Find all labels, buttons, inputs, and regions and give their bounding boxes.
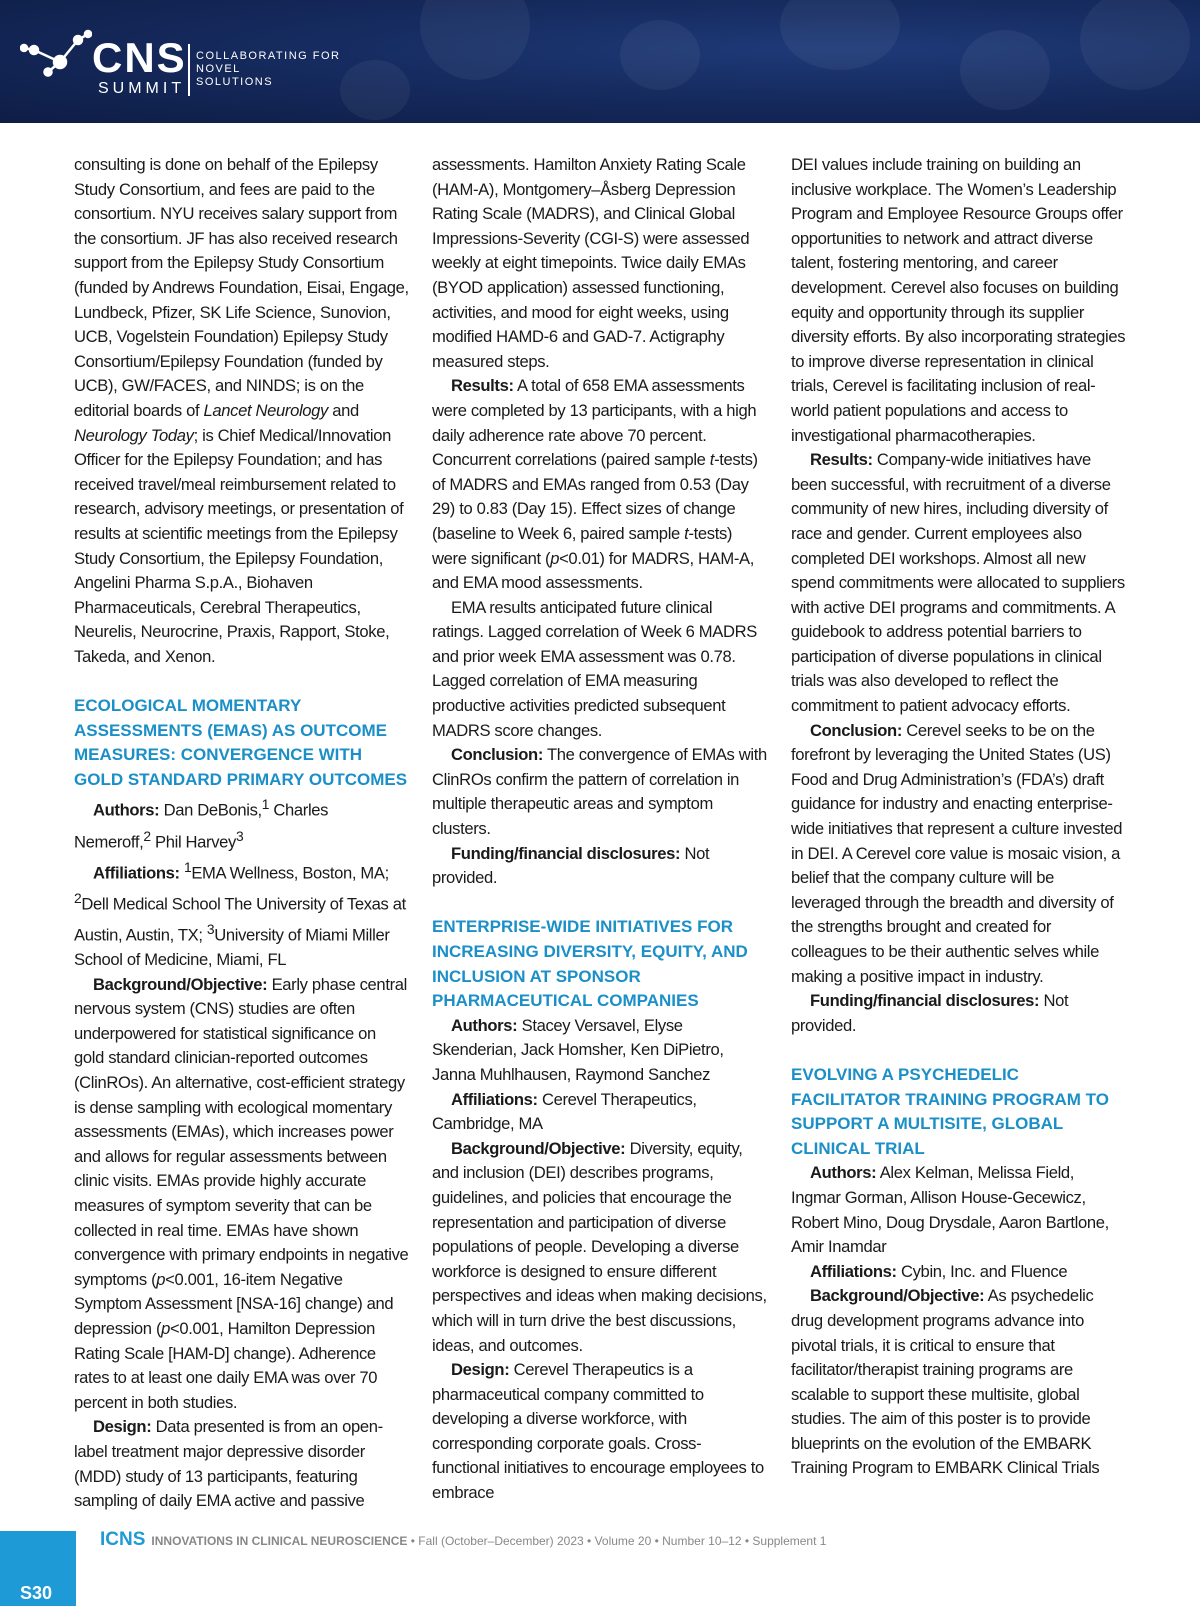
design: Design: Data presented is from an open-label treatment major depressive disorder (MDD) study of 13 participants, featuring sampling of daily EMA active and passive: [74, 1417, 383, 1511]
funding: Funding/financial disclosures: Not provided.: [432, 843, 710, 888]
logo-divider: [188, 44, 190, 96]
banner-bubble: [1080, 0, 1190, 90]
banner-bubble: [960, 30, 1050, 110]
results: Results: Company-wide initiatives have been successful, with recruitment of a diverse community of new hires, including diversity of race and gender. Current employees also completed DEI workshops. Almost all new spend commitments were allocated to suppliers with active DEI programs and commitments. A guidebook to address potential barriers to participation of diverse populations in clinical trials was also developed to reflect the commitment to patient advocacy efforts.: [791, 450, 1125, 716]
conclusion: Conclusion: The convergence of EMAs with ClinROs confirm the pattern of correlation in multiple therapeutic areas and symptom clusters.: [432, 745, 767, 839]
molecule-logo-icon: [20, 28, 92, 78]
banner-bubble: [780, 0, 900, 70]
methods-paragraph: assessments. Hamilton Anxiety Rating Scale (HAM-A), Montgomery–Åsberg Depression Rating Scale (MADRS), and Clinical Global Impressions-Severity (CGI-S) were assessed weekly at eight timepoints. Twice daily EMAs (BYOD application) assessed functioning, activities, and mood for eight weeks, using modified HAMD-6 and GAD-7. Actigraphy measured steps.: [432, 155, 750, 371]
column-2: [432, 153, 767, 1506]
disclosure-paragraph: consulting is done on behalf of the Epilepsy Study Consortium, and fees are paid to the consortium. NYU receives salary support from the consortium. JF has also received research support from the Epilepsy Study Consortium (funded by Andrews Foundation, Eisai, Engage, Lundbeck, Pfizer, SK Life Science, Sunovion, UCB, Vogelstein Foundation) Epilepsy Study Consortium/Epilepsy Foundation (funded by UCB), GW/FACES, and NINDS; is on the editorial boards of Lancet Neurology and Neurology Today; is Chief Medical/Innovation Officer for the Epilepsy Foundation; and has received travel/meal reimbursement related to research, advisory meetings, or presentation of results at scientific meetings from the Epilepsy Study Consortium, the Epilepsy Foundation, Angelini Pharma S.p.A., Biohaven Pharmaceuticals, Cerebral Therapeutics, Neurelis, Neurocrine, Praxis, Rapport, Stoke, Takeda, and Xenon.: [74, 155, 409, 666]
authors: Authors: Stacey Versavel, Elyse Skenderian, Jack Homsher, Ken DiPietro, Janna Muhlhausen, Raymond Sanchez: [432, 1015, 724, 1084]
journal-issue: • Fall (October–December) 2023 • Volume 20 • Number 10–12 • Supplement 1: [407, 1534, 827, 1548]
affiliations: Affiliations: Cybin, Inc. and Fluence: [810, 1261, 1068, 1281]
affiliations: Affiliations: $^1$EMA Wellness, Boston, MA; $^2$Dell Medical School The University of Texas at Austin, Austin, TX; $^3$University of Miami Miller School of Medicine, Miami, FL: [74, 858, 406, 970]
banner-bubble: [420, 0, 530, 80]
logo-subtitle: SUMMIT: [98, 80, 186, 97]
background-objective: Background/Objective: Diversity, equity, and inclusion (DEI) describes programs, guidelines, and policies that encourage the representation and participation of diverse populations of people. Developing a diverse workforce is designed to ensure different perspectives and ideas when making decisions, which will in turn drive the best discussions, ideas, and outcomes.: [432, 1138, 767, 1355]
header-banner: [0, 0, 1200, 123]
banner-bubble: [620, 20, 700, 90]
journal-footer: [100, 1530, 826, 1551]
banner-bubble: [340, 60, 410, 120]
funding: Funding/financial disclosures: Not provided.: [791, 991, 1069, 1035]
column-3: [791, 153, 1126, 1481]
article-heading: ECOLOGICAL MOMENTARY ASSESSMENTS (EMAS) AS OUTCOME MEASURES: CONVERGENCE WITH GOLD STANDARD PRIMARY OUTCOMES: [74, 696, 408, 789]
logo-wordmark: CNS: [92, 34, 187, 81]
column-1: [74, 153, 409, 1514]
tagline-line: SOLUTIONS: [196, 76, 274, 88]
design-continued: DEI values include training on building an inclusive workplace. The Women’s Leadership Program and Employee Resource Groups offer opportunities to network and attract diverse talent, fostering mentoring, and career development. Cerevel also focuses on building equity and opportunity through its supplier diversity efforts. By also incorporating strategies to improve diverse representation in clinical trials, Cerevel is facilitating inclusion of real-world patient populations and access to investigational pharmacotherapies.: [791, 155, 1126, 445]
results-paragraph: EMA results anticipated future clinical ratings. Lagged correlation of Week 6 MADRS and prior week EMA assessment was 0.78. Lagged correlation of EMA measuring productive activities predicted subsequent MADRS score changes.: [432, 597, 757, 740]
journal-brand: ICNS: [100, 1529, 146, 1550]
authors: Authors: Dan DeBonis,$^1$ Charles Nemeroff,$^2$ Phil Harvey$^3$: [74, 796, 329, 852]
page-number: S30: [20, 1583, 53, 1603]
design: Design: Cerevel Therapeutics is a pharmaceutical company committed to developing a diverse workforce, with corresponding corporate goals. Cross-functional initiatives to encourage employees to embrace: [432, 1360, 764, 1503]
background-objective: Background/Objective: Early phase central nervous system (CNS) studies are often underpowered for statistical significance on gold standard clinician-reported outcomes (ClinROs). An alternative, cost-efficient strategy is dense sampling with ecological momentary assessments (EMAs), which increases power and allows for regular assessments between clinic visits. EMAs provide highly accurate measures of symptom severity that can be collected in real time. EMAs have shown convergence with primary endpoints in negative symptoms (p<0.001, 16-item Negative Symptom Assessment [NSA-16] change) and depression (p<0.001, Hamilton Depression Rating Scale [HAM-D] change). Adherence rates to at least one daily EMA was over 70 percent in both studies.: [74, 974, 409, 1412]
background-objective: Background/Objective: As psychedelic drug development programs advance into pivotal trials, it is critical to ensure that facilitator/therapist training programs are scalable to support these multisite, global studies. The aim of this poster is to provide blueprints on the evolution of the EMBARK Training Program to EMBARK Clinical Trials: [791, 1286, 1100, 1478]
article-heading: ENTERPRISE-WIDE INITIATIVES FOR INCREASING DIVERSITY, EQUITY, AND INCLUSION AT SPONSOR PHARMACEUTICAL COMPANIES: [432, 917, 748, 1011]
authors: Authors: Alex Kelman, Melissa Field, Ingmar Gorman, Allison House-Gecewicz, Robert Mino, Doug Drysdale, Aaron Bartlone, Amir Inamdar: [791, 1163, 1109, 1257]
tagline-line: COLLABORATING FOR: [196, 50, 341, 62]
journal-title: INNOVATIONS IN CLINICAL NEUROSCIENCE: [151, 1534, 408, 1548]
affiliations: Affiliations: Cerevel Therapeutics, Cambridge, MA: [432, 1089, 697, 1134]
article-heading: EVOLVING A PSYCHEDELIC FACILITATOR TRAINING PROGRAM TO SUPPORT A MULTISITE, GLOBAL CLINICAL TRIAL: [791, 1064, 1109, 1158]
conclusion: Conclusion: Cerevel seeks to be on the forefront by leveraging the United States (US) Food and Drug Administration’s (FDA’s) draft guidance for industry and enacting enterprise-wide initiatives that represent a culture invested in DEI. A Cerevel core value is mosaic vision, a belief that the company culture will be leveraged through the breadth and diversity of the strengths brought and created for colleagues to be their authentic selves while making a positive impact in industry.: [791, 720, 1123, 986]
results: Results: A total of 658 EMA assessments were completed by 13 participants, with a high daily adherence rate above 70 percent. Concurrent correlations (paired sample t-tests) of MADRS and EMAs ranged from 0.53 (Day 29) to 0.83 (Day 15). Effect sizes of change (baseline to Week 6, paired sample t-tests) were significant (p<0.01) for MADRS, HAM-A, and EMA mood assessments.: [432, 376, 758, 593]
logo-tagline: [196, 50, 340, 89]
tagline-line: NOVEL: [196, 63, 241, 75]
